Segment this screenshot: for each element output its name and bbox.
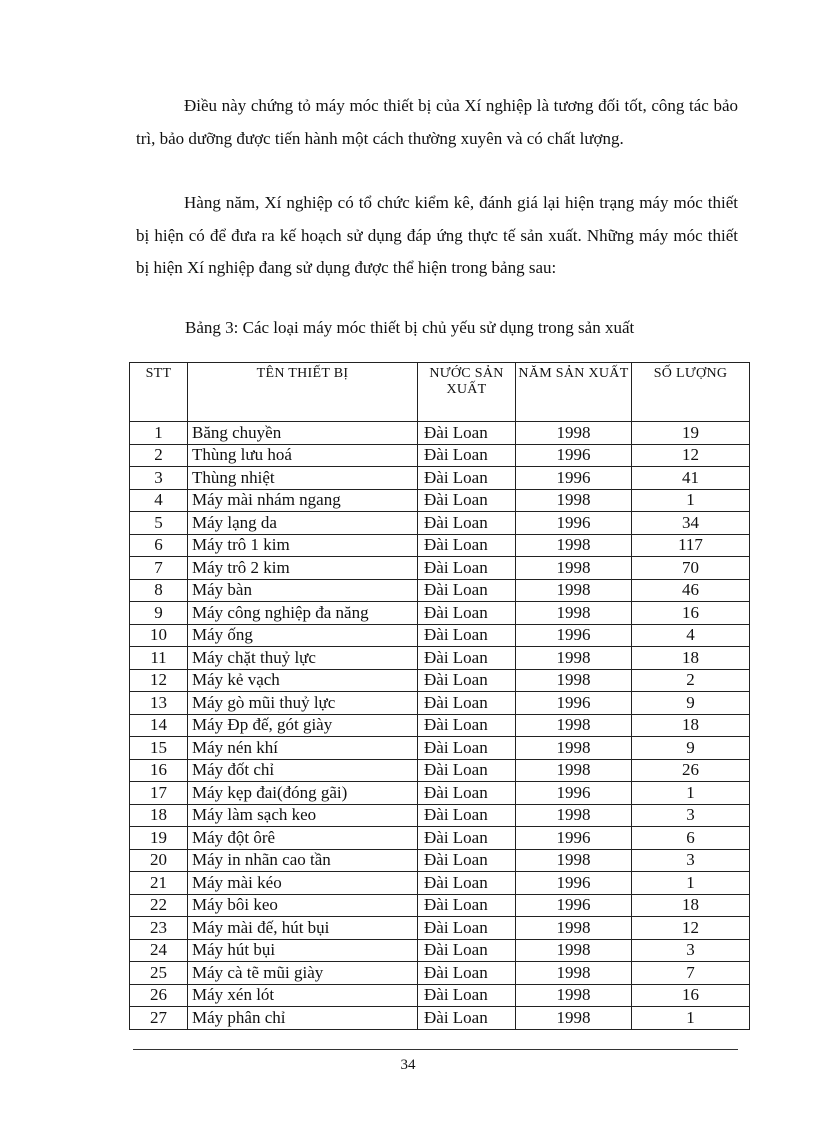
cell-year: 1998: [516, 602, 632, 625]
cell-quantity: 3: [632, 939, 750, 962]
table-row: [130, 422, 750, 445]
cell-equipment-name: Thùng lưu hoá: [188, 444, 418, 467]
table-row: [130, 669, 750, 692]
cell-quantity: 34: [632, 512, 750, 535]
footer-rule: [133, 1049, 738, 1050]
cell-country: Đài Loan: [418, 782, 516, 805]
header-country: NƯỚC SẢN XUẤT: [418, 363, 516, 422]
cell-quantity: 70: [632, 557, 750, 580]
cell-year: 1998: [516, 737, 632, 760]
cell-year: 1998: [516, 647, 632, 670]
cell-year: 1998: [516, 579, 632, 602]
cell-stt: 9: [130, 602, 188, 625]
cell-stt: 1: [130, 422, 188, 445]
table-row: [130, 444, 750, 467]
table-row: [130, 759, 750, 782]
cell-year: 1998: [516, 917, 632, 940]
cell-country: Đài Loan: [418, 804, 516, 827]
cell-stt: 22: [130, 894, 188, 917]
table-row: [130, 849, 750, 872]
cell-country: Đài Loan: [418, 962, 516, 985]
cell-stt: 14: [130, 714, 188, 737]
cell-stt: 7: [130, 557, 188, 580]
cell-equipment-name: Máy trô 2 kim: [188, 557, 418, 580]
body-paragraph-1: Điều này chứng tỏ máy móc thiết bị của Xí nghiệp là tương đối tốt, công tác bảo trì, bảo dưỡng được tiến hành một cách thường xuyên và có chất lượng.: [136, 96, 738, 148]
table-row: [130, 917, 750, 940]
cell-country: Đài Loan: [418, 624, 516, 647]
cell-equipment-name: Máy bàn: [188, 579, 418, 602]
cell-quantity: 3: [632, 804, 750, 827]
cell-country: Đài Loan: [418, 894, 516, 917]
cell-country: Đài Loan: [418, 579, 516, 602]
cell-stt: 3: [130, 467, 188, 490]
cell-country: Đài Loan: [418, 984, 516, 1007]
cell-stt: 27: [130, 1007, 188, 1030]
cell-equipment-name: Máy phân chỉ: [188, 1007, 418, 1030]
cell-quantity: 117: [632, 534, 750, 557]
table-row: [130, 512, 750, 535]
cell-quantity: 26: [632, 759, 750, 782]
cell-quantity: 18: [632, 894, 750, 917]
cell-stt: 21: [130, 872, 188, 895]
cell-year: 1996: [516, 444, 632, 467]
cell-country: Đài Loan: [418, 489, 516, 512]
cell-quantity: 7: [632, 962, 750, 985]
cell-stt: 25: [130, 962, 188, 985]
cell-quantity: 18: [632, 647, 750, 670]
cell-stt: 16: [130, 759, 188, 782]
cell-quantity: 2: [632, 669, 750, 692]
cell-quantity: 41: [632, 467, 750, 490]
cell-country: Đài Loan: [418, 602, 516, 625]
cell-year: 1998: [516, 984, 632, 1007]
cell-quantity: 19: [632, 422, 750, 445]
cell-equipment-name: Máy trô 1 kim: [188, 534, 418, 557]
page-number: 34: [400, 1057, 416, 1073]
cell-equipment-name: Máy nén khí: [188, 737, 418, 760]
cell-quantity: 16: [632, 602, 750, 625]
table-row: [130, 647, 750, 670]
table-row: [130, 557, 750, 580]
cell-equipment-name: Máy hút bụi: [188, 939, 418, 962]
cell-year: 1998: [516, 669, 632, 692]
cell-year: 1998: [516, 939, 632, 962]
cell-country: Đài Loan: [418, 669, 516, 692]
body-paragraph-2: Hàng năm, Xí nghiệp có tổ chức kiểm kê, đánh giá lại hiện trạng máy móc thiết bị hiện có để đưa ra kế hoạch sử dụng đáp ứng thực tế sản xuất. Những máy móc thiết bị hiện Xí nghiệp đang sử dụng được thể hiện trong bảng sau:: [136, 193, 738, 277]
cell-country: Đài Loan: [418, 737, 516, 760]
cell-year: 1998: [516, 962, 632, 985]
cell-year: 1996: [516, 467, 632, 490]
table-row: [130, 872, 750, 895]
cell-country: Đài Loan: [418, 422, 516, 445]
cell-quantity: 18: [632, 714, 750, 737]
cell-country: Đài Loan: [418, 759, 516, 782]
cell-year: 1998: [516, 714, 632, 737]
table-row: [130, 602, 750, 625]
cell-equipment-name: Máy chặt thuỷ lực: [188, 647, 418, 670]
cell-year: 1998: [516, 759, 632, 782]
cell-year: 1996: [516, 624, 632, 647]
cell-equipment-name: Máy Đp đế, gót giày: [188, 714, 418, 737]
cell-stt: 4: [130, 489, 188, 512]
header-equipment-name: TÊN THIẾT BỊ: [188, 363, 418, 422]
cell-equipment-name: Máy lạng da: [188, 512, 418, 535]
cell-equipment-name: Máy mài kéo: [188, 872, 418, 895]
cell-stt: 24: [130, 939, 188, 962]
cell-quantity: 12: [632, 444, 750, 467]
cell-country: Đài Loan: [418, 444, 516, 467]
header-year: NĂM SẢN XUẤT: [516, 363, 632, 422]
table-row: [130, 624, 750, 647]
table-row: [130, 579, 750, 602]
cell-country: Đài Loan: [418, 512, 516, 535]
table-row: [130, 804, 750, 827]
cell-country: Đài Loan: [418, 939, 516, 962]
table-row: [130, 827, 750, 850]
table-row: [130, 1007, 750, 1030]
cell-year: 1998: [516, 534, 632, 557]
cell-equipment-name: Máy gò mũi thuỷ lực: [188, 692, 418, 715]
cell-equipment-name: Máy đột ôrê: [188, 827, 418, 850]
cell-country: Đài Loan: [418, 692, 516, 715]
table-header-row: [130, 363, 750, 422]
cell-stt: 12: [130, 669, 188, 692]
cell-quantity: 4: [632, 624, 750, 647]
cell-country: Đài Loan: [418, 917, 516, 940]
cell-stt: 13: [130, 692, 188, 715]
cell-stt: 20: [130, 849, 188, 872]
cell-year: 1998: [516, 422, 632, 445]
table-row: [130, 984, 750, 1007]
cell-quantity: 1: [632, 489, 750, 512]
cell-year: 1996: [516, 894, 632, 917]
cell-stt: 19: [130, 827, 188, 850]
cell-year: 1996: [516, 827, 632, 850]
cell-equipment-name: Máy kẻ vạch: [188, 669, 418, 692]
table-row: [130, 939, 750, 962]
cell-country: Đài Loan: [418, 647, 516, 670]
table-row: [130, 737, 750, 760]
cell-year: 1998: [516, 489, 632, 512]
table-body: [130, 422, 750, 1030]
cell-country: Đài Loan: [418, 1007, 516, 1030]
table-row: [130, 894, 750, 917]
cell-stt: 17: [130, 782, 188, 805]
cell-equipment-name: Máy làm sạch keo: [188, 804, 418, 827]
cell-year: 1998: [516, 804, 632, 827]
cell-country: Đài Loan: [418, 849, 516, 872]
cell-quantity: 9: [632, 692, 750, 715]
cell-quantity: 1: [632, 872, 750, 895]
table-row: [130, 467, 750, 490]
cell-quantity: 1: [632, 782, 750, 805]
cell-quantity: 1: [632, 1007, 750, 1030]
cell-equipment-name: Máy đốt chỉ: [188, 759, 418, 782]
cell-stt: 26: [130, 984, 188, 1007]
table-caption: Bảng 3: Các loại máy móc thiết bị chủ yếu sử dụng trong sản xuất: [185, 318, 635, 337]
cell-stt: 18: [130, 804, 188, 827]
table-row: [130, 489, 750, 512]
cell-year: 1996: [516, 872, 632, 895]
cell-country: Đài Loan: [418, 534, 516, 557]
cell-quantity: 16: [632, 984, 750, 1007]
cell-stt: 11: [130, 647, 188, 670]
table-row: [130, 692, 750, 715]
cell-equipment-name: Máy công nghiệp đa năng: [188, 602, 418, 625]
cell-stt: 6: [130, 534, 188, 557]
cell-country: Đài Loan: [418, 872, 516, 895]
cell-stt: 5: [130, 512, 188, 535]
cell-equipment-name: Máy bôi keo: [188, 894, 418, 917]
equipment-table: [129, 362, 750, 1030]
table-row: [130, 962, 750, 985]
cell-equipment-name: Thùng nhiệt: [188, 467, 418, 490]
header-quantity: SỐ LƯỢNG: [632, 363, 750, 422]
header-stt: STT: [130, 363, 188, 422]
cell-country: Đài Loan: [418, 557, 516, 580]
cell-year: 1996: [516, 782, 632, 805]
cell-stt: 15: [130, 737, 188, 760]
cell-equipment-name: Máy mài nhám ngang: [188, 489, 418, 512]
cell-year: 1996: [516, 692, 632, 715]
table-row: [130, 782, 750, 805]
cell-equipment-name: Máy kẹp đai(đóng gãi): [188, 782, 418, 805]
cell-quantity: 46: [632, 579, 750, 602]
cell-quantity: 9: [632, 737, 750, 760]
cell-quantity: 6: [632, 827, 750, 850]
cell-equipment-name: Máy xén lót: [188, 984, 418, 1007]
cell-year: 1998: [516, 557, 632, 580]
cell-equipment-name: Máy mài đế, hút bụi: [188, 917, 418, 940]
cell-country: Đài Loan: [418, 827, 516, 850]
cell-stt: 2: [130, 444, 188, 467]
cell-stt: 23: [130, 917, 188, 940]
cell-country: Đài Loan: [418, 467, 516, 490]
cell-year: 1998: [516, 1007, 632, 1030]
cell-year: 1998: [516, 849, 632, 872]
cell-year: 1996: [516, 512, 632, 535]
cell-quantity: 3: [632, 849, 750, 872]
cell-equipment-name: Máy in nhãn cao tần: [188, 849, 418, 872]
cell-country: Đài Loan: [418, 714, 516, 737]
cell-equipment-name: Máy cà tẽ mũi giày: [188, 962, 418, 985]
cell-quantity: 12: [632, 917, 750, 940]
cell-stt: 8: [130, 579, 188, 602]
cell-equipment-name: Máy ống: [188, 624, 418, 647]
table-row: [130, 714, 750, 737]
table-row: [130, 534, 750, 557]
cell-equipment-name: Băng chuyền: [188, 422, 418, 445]
cell-stt: 10: [130, 624, 188, 647]
